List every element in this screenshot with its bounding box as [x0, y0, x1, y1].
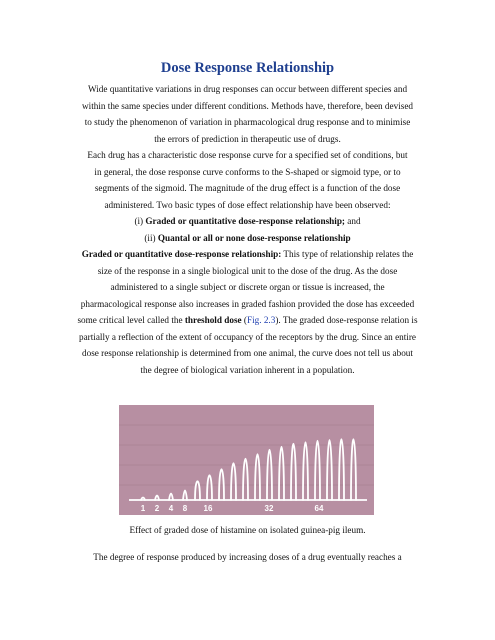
para2-line: Each drug has a characteristic dose response curve for a specified set of conditions, but — [87, 150, 408, 160]
response-spike — [207, 475, 212, 500]
para1-line: the errors of prediction in therapeutic use of drugs. — [154, 133, 341, 144]
figure-caption: Effect of graded dose of histamine on isolated guinea-pig ileum. — [129, 525, 366, 535]
para3-line: administered to a single subject or discrete organ or tissue is increased, the — [110, 282, 385, 292]
para3-line — [56, 312, 439, 329]
continuation-line: The degree of response produced by increasing doses of a drug eventually reaches a — [93, 552, 402, 562]
type-item-1 — [56, 213, 439, 230]
dose-label: 32 — [264, 504, 274, 513]
type-item-1-label: Graded or quantitative dose-response relationship; — [145, 216, 345, 226]
para3-line — [56, 246, 439, 263]
response-spike — [219, 469, 224, 500]
type-item-1-prefix: (i) — [134, 216, 146, 226]
type-item-2 — [56, 230, 439, 247]
response-spike — [351, 439, 356, 500]
response-spike — [315, 441, 320, 500]
para3-line: pharmacological response also increases in graded fashion provided the dose has exceeded — [80, 298, 415, 309]
para2-line: in general, the dose response curve conforms to the S-shaped or sigmoid type, or to — [94, 166, 401, 177]
para1-line: to study the phenomenon of variation in pharmacological drug response and to minimise — [84, 117, 411, 127]
para3-line: dose response relationship is determined from one animal, the curve does not tell us about — [82, 348, 413, 358]
response-spike — [169, 494, 173, 501]
type-item-1-suffix: and — [345, 216, 361, 226]
response-spike — [231, 463, 236, 500]
response-spike — [267, 450, 272, 500]
para2-line: segments of the sigmoid. The magnitude of the drug effect is a function of the dose — [94, 183, 401, 193]
para3-text: This type of relationship relates the — [281, 249, 414, 259]
response-spike — [195, 481, 200, 500]
histamine-response-figure — [119, 405, 374, 515]
figure-link[interactable]: Fig. 2.3 — [246, 315, 276, 325]
type-item-2-prefix: (ii) — [144, 232, 158, 243]
para3-line: size of the response in a single biological unit to the dose of the drug. As the dose — [97, 265, 398, 276]
para3-text: some critical level called the — [77, 315, 185, 325]
para2-line: administered. Two basic types of dose effect relationship have been observed: — [104, 199, 391, 210]
response-spike — [303, 442, 308, 500]
page-title: Dose Response Relationship — [160, 60, 335, 76]
response-spike — [183, 491, 187, 501]
response-spike — [279, 447, 284, 500]
kymograph-trace — [119, 405, 374, 515]
dose-label: 4 — [168, 504, 174, 513]
para3-text: ( — [241, 315, 247, 325]
para1-line: Wide quantitative variations in drug responses can occur between different species and — [87, 84, 408, 94]
body-text — [56, 81, 439, 378]
para1-line: within the same species under different conditions. Methods have, therefore, been devised — [82, 100, 413, 111]
response-spike — [339, 439, 344, 500]
response-spike — [291, 444, 296, 500]
dose-label: 1 — [140, 504, 146, 513]
dose-label: 2 — [154, 504, 160, 513]
threshold-dose-term: threshold dose — [184, 315, 242, 325]
response-spike — [327, 440, 332, 500]
dose-label: 16 — [203, 504, 213, 513]
type-item-2-label: Quantal or all or none dose-response relationship — [157, 232, 351, 243]
dose-label: 8 — [182, 504, 188, 513]
para3-line: partially a reflection of the extent of occupancy of the receptors by the drug. Since an entire — [79, 331, 416, 342]
section-heading: Graded or quantitative dose-response relationship: — [81, 249, 282, 259]
dose-label: 64 — [314, 504, 324, 513]
response-spike — [255, 454, 260, 500]
para3-line: the degree of biological variation inherent in a population. — [140, 364, 355, 375]
para3-text: ). The graded dose-response relation is — [275, 315, 418, 325]
